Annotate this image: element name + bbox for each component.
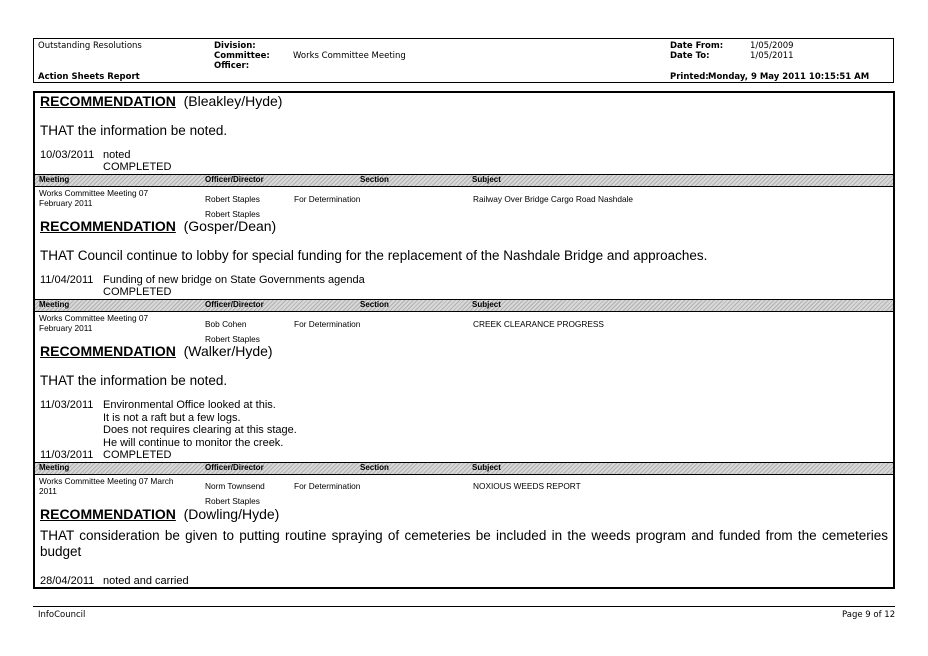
- director-name: Robert Staples: [205, 209, 260, 219]
- date-to-label: Date To:: [670, 51, 710, 61]
- col-officer: Officer/Director: [205, 300, 264, 309]
- meeting-name: Works Committee Meeting 07 February 2011: [39, 188, 149, 208]
- action-date: 10/03/2011: [40, 149, 95, 161]
- col-section: Section: [360, 300, 389, 309]
- printed-label: Printed:: [670, 72, 709, 82]
- action-note: noted and carried: [103, 575, 189, 587]
- date-from-value: 1/05/2009: [750, 41, 794, 51]
- col-subject: Subject: [472, 463, 501, 472]
- committee-value: Works Committee Meeting: [293, 51, 406, 61]
- meeting-header-row: [35, 174, 893, 187]
- subject-value: CREEK CLEARANCE PROGRESS: [473, 319, 604, 329]
- action-note: Funding of new bridge on State Governments agenda: [103, 274, 365, 286]
- recommendation-heading: RECOMMENDATION (Bleakley/Hyde): [40, 93, 283, 109]
- col-officer: Officer/Director: [205, 463, 264, 472]
- subject-value: Railway Over Bridge Cargo Road Nashdale: [473, 194, 634, 204]
- date-to-value: 1/05/2011: [750, 51, 794, 61]
- report-name: Outstanding Resolutions: [38, 41, 142, 51]
- action-status: COMPLETED: [103, 161, 172, 173]
- action-date: 28/04/2011: [40, 575, 95, 587]
- printed-value: Monday, 9 May 2011 10:15:51 AM: [708, 72, 870, 82]
- col-subject: Subject: [472, 175, 501, 184]
- director-name: Robert Staples: [205, 334, 260, 344]
- col-section: Section: [360, 463, 389, 472]
- meeting-header-row: [35, 462, 893, 475]
- col-meeting: Meeting: [39, 300, 70, 309]
- report-type: Action Sheets Report: [38, 72, 140, 82]
- footer-app-name: InfoCouncil: [38, 610, 86, 620]
- recommendation-heading: RECOMMENDATION (Gosper/Dean): [40, 218, 277, 234]
- division-label: Division:: [214, 41, 256, 51]
- resolution-text: THAT consideration be given to putting routine spraying of cemeteries be included in the weeds program and funded from the cemeteries budget: [40, 528, 888, 559]
- action-note: noted: [103, 149, 131, 161]
- officer-name: Bob Cohen: [205, 319, 247, 329]
- recommendation-heading: RECOMMENDATION (Walker/Hyde): [40, 343, 273, 359]
- resolution-text: THAT the information be noted.: [40, 373, 228, 388]
- section-value: For Determination: [294, 194, 361, 204]
- meeting-header-row: [35, 299, 893, 312]
- col-officer: Officer/Director: [205, 175, 264, 184]
- action-note: Environmental Office looked at this. It is not a raft but a few logs. Does not requires clearing at this stage. He will continue to monitor the creek.: [103, 399, 297, 449]
- officer-name: Robert Staples: [205, 194, 260, 204]
- action-date: 11/03/2011: [40, 449, 94, 461]
- footer-divider: [33, 606, 895, 607]
- action-status: COMPLETED: [103, 449, 172, 461]
- committee-label: Committee:: [214, 51, 270, 61]
- officer-name: Norm Townsend: [205, 481, 265, 491]
- col-meeting: Meeting: [39, 463, 70, 472]
- section-value: For Determination: [294, 481, 361, 491]
- col-subject: Subject: [472, 300, 501, 309]
- subject-value: NOXIOUS WEEDS REPORT: [473, 481, 581, 491]
- col-section: Section: [360, 175, 389, 184]
- meeting-name: Works Committee Meeting 07 March 2011: [39, 476, 174, 496]
- page-number: Page 9 of 12: [842, 610, 896, 620]
- director-name: Robert Staples: [205, 496, 260, 506]
- recommendation-heading: RECOMMENDATION (Dowling/Hyde): [40, 506, 280, 522]
- action-date: 11/03/2011: [40, 399, 94, 411]
- resolution-text: THAT the information be noted.: [40, 123, 228, 138]
- resolution-text: THAT Council continue to lobby for special funding for the replacement of the Nashdale Bridge and approaches.: [40, 248, 708, 263]
- date-from-label: Date From:: [670, 41, 724, 51]
- action-status: COMPLETED: [103, 286, 172, 298]
- officer-label: Officer:: [214, 61, 250, 71]
- col-meeting: Meeting: [39, 175, 70, 184]
- section-value: For Determination: [294, 319, 361, 329]
- action-date: 11/04/2011: [40, 274, 94, 286]
- meeting-name: Works Committee Meeting 07 February 2011: [39, 313, 149, 333]
